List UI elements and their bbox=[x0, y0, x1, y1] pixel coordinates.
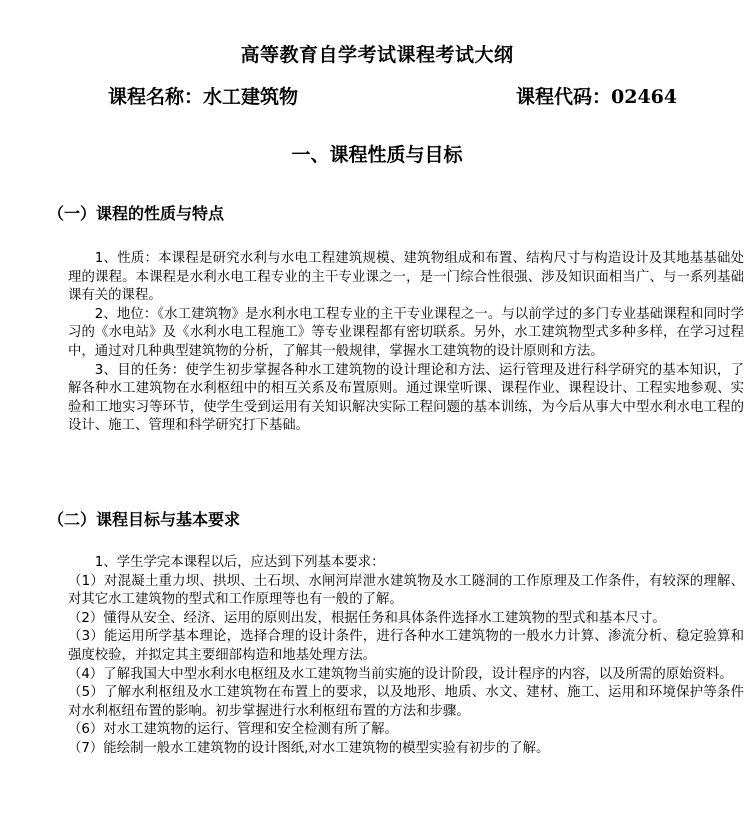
goal-item-3: （3）能运用所学基本理论，选择合理的设计条件，进行各种水工建筑物的一般水力计算、渗流分析、稳定验算和强度校验，并拟定其主要细部构造和地基处理方法。 bbox=[68, 629, 744, 663]
paragraph-purpose: 3、目的任务：使学生初步掌握各种水工建筑物的设计理论和方法、运行管理及进行科学研究的基本知识，了解各种水工建筑物在水利枢纽中的相互关系及布置原则。通过课堂听课、课程作业、课程设计、工程实地参观、实验和工地实习等环节，使学生受到运用有关知识解决实际工程问题的基本训练，为今后从事大中型水利水电工程的设计、施工、管理和科学研究打下基础。 bbox=[68, 362, 744, 434]
goal-item-7: （7）能绘制一般水工建筑物的设计图纸,对水工建筑物的模型实验有初步的了解。 bbox=[68, 740, 550, 756]
section-heading-goals: （二）课程目标与基本要求 bbox=[48, 510, 241, 529]
course-name: 课程名称：水工建筑物 bbox=[108, 86, 299, 108]
section-nature-body bbox=[68, 250, 744, 436]
goal-item-2: （2）懂得从安全、经济、运用的原则出发，根据任务和具体条件选择水工建筑物的型式和基本尺寸。 bbox=[68, 610, 666, 626]
course-info-row bbox=[108, 82, 688, 110]
goal-item-1: （1）对混凝土重力坝、拱坝、土石坝、水闸河岸泄水建筑物及水工隧洞的工作原理及工作条件，有较深的理解、对其它水工建筑物的型式和工作原理等也有一般的了解。 bbox=[68, 573, 744, 608]
section-heading-nature: （一）课程的性质与特点 bbox=[48, 204, 225, 223]
section-goals-body bbox=[68, 554, 744, 759]
goals-intro: 1、学生学完本课程以后，应达到下列基本要求： bbox=[94, 555, 385, 570]
goal-item-4: （4）了解我国大中型水利水电枢纽及水工建筑物当前实施的设计阶段，设计程序的内容，以及所需的原始资料。 bbox=[68, 666, 733, 682]
goal-item-6: （6）对水工建筑物的运行、管理和安全检测有所了解。 bbox=[68, 722, 398, 738]
course-code: 课程代码：02464 bbox=[516, 86, 678, 108]
paragraph-status: 2、地位：《水工建筑物》是水利水电工程专业的主干专业课程之一。与以前学过的多门专业基础课程和同时学习的《水电站》及《水利水电工程施工》等专业课程都有密切联系。另外，水工建筑物型式多种多样，在学习过程中，通过对几种典型建筑物的分析，了解其一般规律，掌握水工建筑物的设计原则和方法。 bbox=[68, 306, 744, 359]
goal-item-5: （5）了解水利枢纽及水工建筑物在布置上的要求，以及地形、地质、水文、建材、施工、运用和环境保护等条件对水利枢纽布置的影响。初步掌握进行水利枢纽布置的方法和步骤。 bbox=[68, 685, 744, 719]
paragraph-nature: 1、性质：本课程是研究水利与水电工程建筑规模、建筑物组成和布置、结构尺寸与构造设计及其地基基础处理的课程。本课程是水利水电工程专业的主干专业课之一，是一门综合性很强、涉及知识面相当广、与一系列基础课有关的课程。 bbox=[68, 251, 744, 304]
document-title: 高等教育自学考试课程考试大纲 bbox=[240, 44, 514, 66]
chapter-heading: 一、课程性质与目标 bbox=[291, 144, 463, 166]
